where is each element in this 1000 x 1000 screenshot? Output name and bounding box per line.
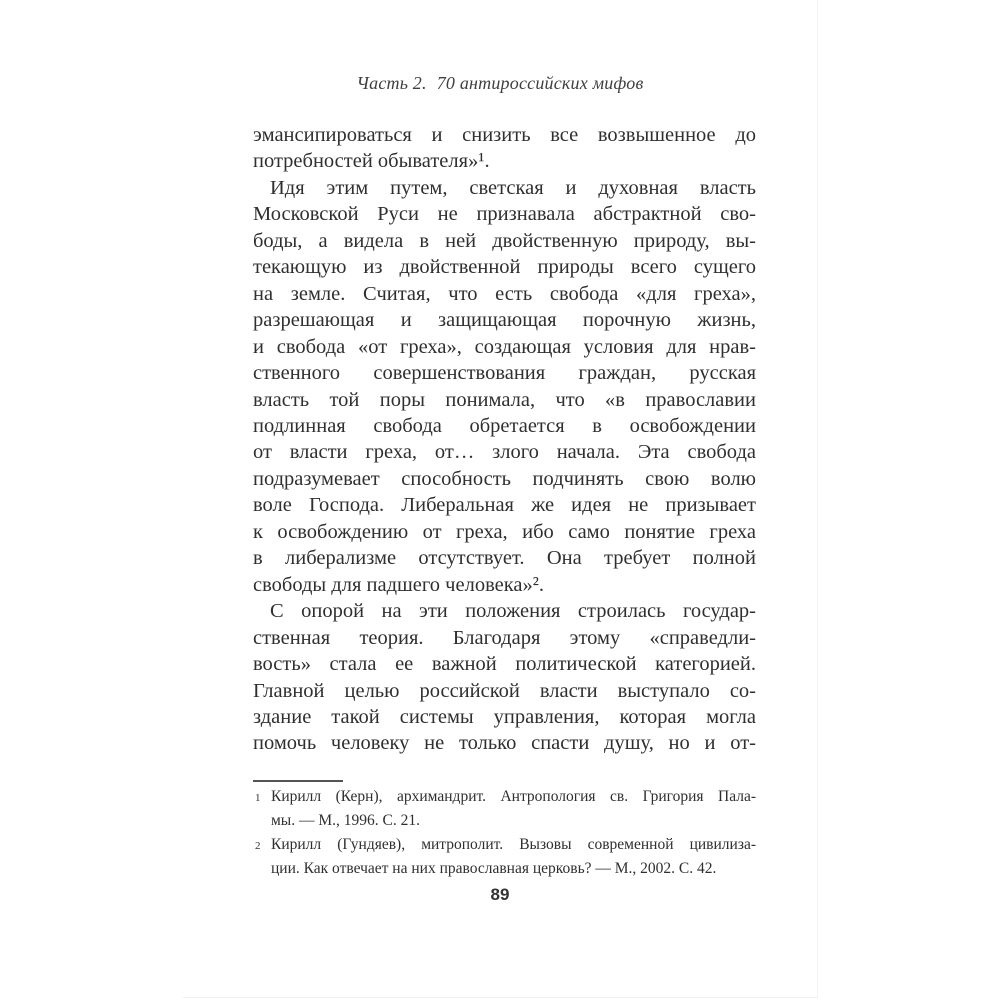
text-line: здание такой системы управления, которая могла [253,705,756,728]
text-line: С опорой на эти положения строилась государ- [270,600,756,623]
text-line: Идя этим путем, светская и духовная власть [270,176,756,199]
text-line: воле Господа. Либеральная же идея не призывает [253,494,756,517]
text-line: к освобождению от греха, ибо само понятие греха [253,520,756,543]
page-number: 89 [490,885,510,904]
text-line: в либерализме отсутствует. Она требует полной [253,547,756,570]
text-line: Главной целью российской власти выступало со- [253,679,756,702]
running-head-section: Часть 2. [356,73,427,93]
paragraph [253,598,756,757]
text-line: боды, а видела в ней двойственную природу, вы- [253,229,756,252]
text-line: ственная теория. Благодаря этому «справедли- [253,626,756,649]
body-text [253,122,756,757]
text-line: подразумевает способность подчинять свою волю [253,467,756,490]
text-line: ственного совершенствования граждан, русская [253,362,756,385]
text-line: от власти греха, от… злого начала. Эта свобода [253,441,756,464]
text-line: подлинная свобода обретается в освобождении [253,414,756,437]
text-line: текающую из двойственной природы всего сущего [253,256,756,279]
paragraph [253,122,756,175]
footnote-separator [253,780,343,782]
text-line: помочь человеку не только спасти душу, но и от- [253,732,756,755]
footnote-line: ции. Как отвечает на них православная церковь? — М., 2002. С. 42. [271,860,717,877]
footnote-line: Кирилл (Гундяев), митрополит. Вызовы современной цивилиза- [271,836,756,853]
text-line: на земле. Считая, что есть свобода «для греха», [253,282,756,305]
text-line: эмансипироваться и снизить все возвышенное до [253,124,756,146]
footnote-marker: 1 [255,792,261,804]
footnote [253,785,756,833]
text-line: Московской Руси не признавала абстрактной сво- [253,203,756,226]
footnote [253,833,756,881]
running-head [0,73,1000,94]
text-line: разрешающая и защищающая порочную жизнь, [253,309,756,332]
text-line: власть той поры понимала, что «в православии [253,388,756,411]
text-line: вость» стала ее важной политической категорией. [253,653,756,676]
footnote-line: мы. — М., 1996. С. 21. [271,812,420,829]
text-line: свободы для падшего человека»². [253,573,544,596]
text-line: потребностей обывателя»¹. [253,150,490,173]
running-head-title: 70 антироссийских мифов [436,73,644,93]
text-line: и свобода «от греха», создающая условия для нрав- [253,335,756,358]
footnotes [253,785,756,881]
paragraph [253,175,756,598]
footnote-marker: 2 [255,840,261,852]
footnote-line: Кирилл (Керн), архимандрит. Антропология св. Григория Пала- [271,788,756,805]
